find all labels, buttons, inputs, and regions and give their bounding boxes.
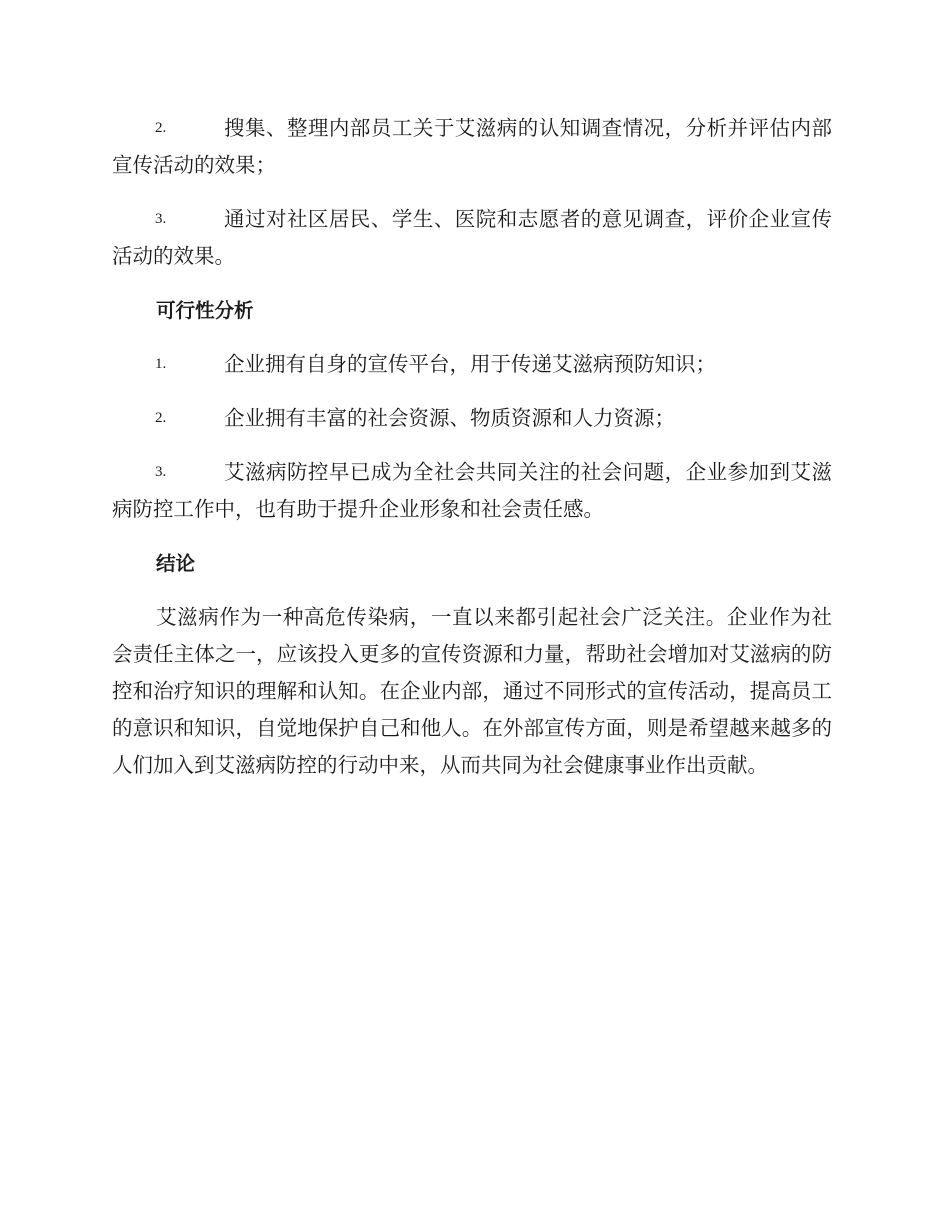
list-text: 通过对社区居民、学生、医院和志愿者的意见调查，评价企业宣传活动的效果。	[112, 207, 832, 268]
list-item	[112, 201, 832, 275]
conclusion-paragraph: 艾滋病作为一种高危传染病，一直以来都引起社会广泛关注。企业作为社会责任主体之一，应该投入更多的宣传资源和力量，帮助社会增加对艾滋病的防控和治疗知识的理解和认知。在企业内部，通过不同形式的宣传活动，提高员工的意识和知识，自觉地保护自己和他人。在外部宣传方面，则是希望越来越多的人们加入到艾滋病防控的行动中来，从而共同为社会健康事业作出贡献。	[112, 605, 832, 777]
list-text: 企业拥有丰富的社会资源、物质资源和人力资源；	[224, 406, 675, 430]
list-item	[112, 400, 832, 437]
document-page	[112, 110, 832, 784]
list-text: 搜集、整理内部员工关于艾滋病的认知调查情况，分析并评估内部宣传活动的效果；	[112, 116, 832, 177]
list-text: 艾滋病防控早已成为全社会共同关注的社会问题，企业参加到艾滋病防控工作中，也有助于提升企业形象和社会责任感。	[112, 460, 832, 521]
section-heading-conclusion: 结论	[156, 552, 196, 575]
list-item	[112, 454, 832, 528]
list-item	[112, 346, 832, 383]
list-number: 2.	[155, 120, 167, 136]
list-text: 企业拥有自身的宣传平台，用于传递艾滋病预防知识；	[224, 352, 716, 376]
list-number: 1.	[155, 356, 167, 372]
section-heading-feasibility: 可行性分析	[156, 299, 254, 322]
list-number: 3.	[155, 211, 167, 227]
list-item	[112, 110, 832, 184]
list-number: 3.	[155, 464, 167, 480]
list-number: 2.	[155, 410, 167, 426]
